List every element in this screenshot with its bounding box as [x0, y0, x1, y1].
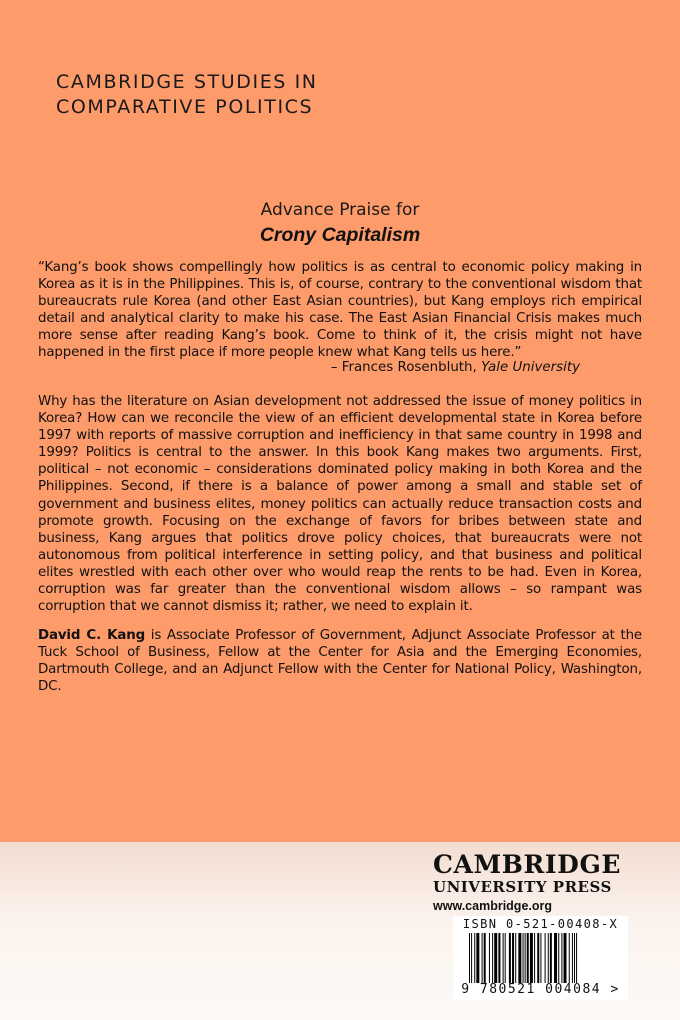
book-title: Crony Capitalism — [259, 224, 421, 246]
barcode-bar — [545, 933, 546, 983]
series-line-2: COMPARATIVE POLITICS — [56, 96, 314, 118]
author-bio-text: is Associate Professor of Government, Adjunct Associate Professor at the Tuck School of Business, Fellow at the Center for Asia and the Emerging Economies, Dartmouth College, and an Adjunct Fellow with the Center for National Policy, Washington, DC. — [38, 628, 642, 695]
series-title — [56, 70, 318, 120]
publisher-logo — [433, 851, 633, 914]
barcode-bar — [512, 933, 514, 983]
barcode-bar — [558, 933, 559, 983]
author-bio — [38, 627, 642, 695]
barcode-bar — [489, 933, 490, 983]
author-name: David C. Kang — [38, 628, 146, 643]
barcode-bar — [530, 933, 533, 983]
barcode-bar — [548, 933, 549, 983]
attribution-affiliation: Yale University — [481, 360, 580, 375]
barcode-bar — [527, 933, 529, 983]
barcode-bar — [554, 933, 557, 983]
barcode-bar — [509, 933, 511, 983]
praise-heading — [0, 200, 680, 248]
barcode-bar — [494, 933, 497, 983]
barcode-box — [453, 916, 628, 1000]
barcode-bar — [503, 933, 504, 983]
barcode-bar — [561, 933, 562, 983]
barcode-bar — [482, 933, 483, 983]
praise-intro: Advance Praise for — [260, 200, 420, 220]
isbn-label: ISBN 0-521-00408-X — [462, 917, 619, 931]
barcode-bar — [564, 933, 567, 983]
barcode-bar — [476, 933, 479, 983]
barcode-bar — [471, 933, 472, 983]
ean-number: 9 780521 004084 > — [461, 982, 620, 997]
barcode-bar — [569, 933, 570, 983]
publisher-press: UNIVERSITY PRESS — [433, 878, 612, 896]
barcode-bar — [484, 933, 486, 983]
barcode-bar — [469, 933, 470, 983]
barcode-bar — [525, 933, 526, 983]
barcode-bar — [550, 933, 552, 983]
publisher-url: www.cambridge.org — [433, 899, 553, 913]
publisher-name: CAMBRIDGE — [433, 850, 622, 879]
series-line-1: CAMBRIDGE STUDIES IN — [56, 71, 318, 93]
attribution-name: – Frances Rosenbluth, — [330, 360, 477, 375]
barcode-icon — [469, 933, 612, 983]
barcode-bar — [515, 933, 516, 983]
barcode-bar — [518, 933, 521, 983]
endorsement-quote: “Kang’s book shows compellingly how politics is as central to economic policy making in Korea as it is in the Philippines. This is, of course, contrary to the conventional wisdom that bureaucrats rule Korea (and other East Asian countries), but Kang employs rich empirical detail and analytical clarity to make his case. The East Asian Financial Crisis makes much more sense after reading Kang’s book. Come to think of it, the crisis might not have happened in the first place if more people knew what Kang tells us here.” — [38, 260, 642, 361]
barcode-bar — [574, 933, 575, 983]
barcode-bar — [534, 933, 535, 983]
endorsement-attribution — [38, 359, 580, 376]
barcode-bar — [523, 933, 524, 983]
barcode-bar — [576, 933, 577, 983]
barcode-bar — [505, 933, 506, 983]
barcode-bar — [572, 933, 573, 983]
barcode-bar — [492, 933, 493, 983]
barcode-bar — [498, 933, 500, 983]
barcode-bar — [540, 933, 541, 983]
barcode-bar — [537, 933, 539, 983]
book-description: Why has the literature on Asian development not addressed the issue of money politics in Korea? How can we reconcile the view of an efficient developmental state in Korea before 1997 with reports of massive corruption and inefficiency in that same country in 1998 and 1999? Politics is central to the answer. In this book Kang makes two arguments. First, political – not economic – considerations dominated policy making in both Korea and the Philippines. Second, if there is a balance of power among a small and stable set of government and business elites, money politics can actually reduce transaction costs and promote growth. Focusing on the exchange of favors for bribes between state and business, Kang argues that politics drove policy choices, that bureaucrats were not autonomous from political interference in setting policy, and that business and political elites wrestled with each other over who would reap the rents to be had. Even in Korea, corruption was far greater than the conventional wisdom allows – so rampant was corruption that we cannot dismiss it; rather, we need to explain it. — [38, 394, 642, 615]
barcode-bar — [474, 933, 475, 983]
